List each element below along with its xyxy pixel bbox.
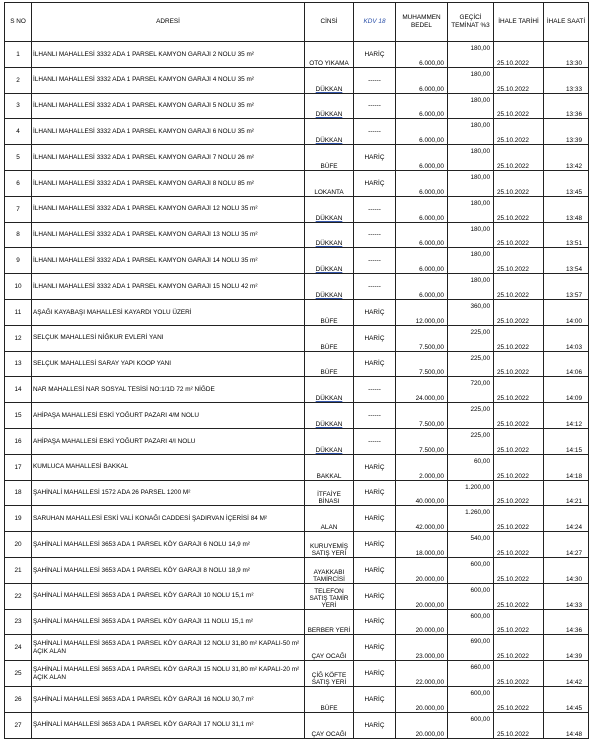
header-bedel: MUHAMMEN BEDEL	[396, 3, 448, 42]
row-address: ŞAHİNALİ MAHALLESİ 3653 ADA 1 PARSEL KÖY GARAJI 12 NOLU 31,80 m² KAPALI-50 m² AÇIK ALAN	[32, 635, 305, 661]
row-number: 20	[5, 532, 32, 558]
row-number: 26	[5, 686, 32, 712]
row-type: DÜKKAN	[305, 196, 354, 222]
table-row	[5, 480, 589, 506]
row-deposit: 180,00	[448, 222, 494, 248]
row-kdv: ------	[354, 67, 396, 93]
row-tender-time: 14:39	[544, 635, 589, 661]
row-kdv: HARİÇ	[354, 609, 396, 635]
row-number: 25	[5, 661, 32, 687]
row-tender-time: 14:12	[544, 403, 589, 429]
row-estimated-price: 22.000,00	[396, 661, 448, 687]
row-estimated-price: 42.000,00	[396, 506, 448, 532]
table-row	[5, 170, 589, 196]
header-kdv: KDV 18	[354, 3, 396, 42]
row-tender-time: 14:42	[544, 661, 589, 687]
row-deposit: 180,00	[448, 93, 494, 119]
row-estimated-price: 7.500,00	[396, 428, 448, 454]
row-kdv: HARİÇ	[354, 170, 396, 196]
row-number: 1	[5, 42, 32, 68]
table-row	[5, 93, 589, 119]
row-estimated-price: 6.000,00	[396, 274, 448, 300]
row-tender-time: 13:57	[544, 274, 589, 300]
row-address: İLHANLI MAHALLESİ 3332 ADA 1 PARSEL KAMYON GARAJI 13 NOLU 35 m²	[32, 222, 305, 248]
row-tender-date: 25.10.2022	[494, 377, 544, 403]
row-tender-time: 14:18	[544, 454, 589, 480]
row-tender-time: 14:30	[544, 557, 589, 583]
row-estimated-price: 20.000,00	[396, 712, 448, 738]
row-deposit: 225,00	[448, 325, 494, 351]
row-tender-date: 25.10.2022	[494, 351, 544, 377]
row-tender-date: 25.10.2022	[494, 325, 544, 351]
row-deposit: 720,00	[448, 377, 494, 403]
row-tender-time: 14:09	[544, 377, 589, 403]
row-tender-date: 25.10.2022	[494, 119, 544, 145]
row-deposit: 1.260,00	[448, 506, 494, 532]
header-sno: S NO	[5, 3, 32, 42]
row-tender-date: 25.10.2022	[494, 299, 544, 325]
row-kdv: HARİÇ	[354, 532, 396, 558]
row-estimated-price: 20.000,00	[396, 609, 448, 635]
row-type: DÜKKAN	[305, 403, 354, 429]
row-estimated-price: 7.500,00	[396, 403, 448, 429]
row-address: İLHANLI MAHALLESİ 3332 ADA 1 PARSEL KAMYON GARAJI 12 NOLU 35 m²	[32, 196, 305, 222]
row-address: SELÇUK MAHALLESİ NİĞKUR EVLERİ YANI	[32, 325, 305, 351]
row-deposit: 225,00	[448, 351, 494, 377]
row-deposit: 660,00	[448, 661, 494, 687]
row-type: BAKKAL	[305, 454, 354, 480]
row-kdv: ------	[354, 196, 396, 222]
row-number: 21	[5, 557, 32, 583]
row-deposit: 600,00	[448, 557, 494, 583]
tender-table	[4, 2, 589, 739]
header-saat: İHALE SAATİ	[544, 3, 589, 42]
row-type: AYAKKABI TAMİRCİSİ	[305, 557, 354, 583]
row-type: DÜKKAN	[305, 248, 354, 274]
row-address: İLHANLI MAHALLESİ 3332 ADA 1 PARSEL KAMYON GARAJI 6 NOLU 35 m²	[32, 119, 305, 145]
row-number: 4	[5, 119, 32, 145]
row-number: 24	[5, 635, 32, 661]
row-tender-date: 25.10.2022	[494, 403, 544, 429]
row-address: İLHANLI MAHALLESİ 3332 ADA 1 PARSEL KAMYON GARAJI 7 NOLU 26 m²	[32, 145, 305, 171]
row-number: 23	[5, 609, 32, 635]
row-kdv: ------	[354, 428, 396, 454]
row-tender-date: 25.10.2022	[494, 222, 544, 248]
row-number: 9	[5, 248, 32, 274]
row-number: 3	[5, 93, 32, 119]
row-number: 22	[5, 583, 32, 609]
table-row	[5, 377, 589, 403]
row-address: AŞAĞI KAYABAŞI MAHALLESİ KAYARDI YOLU ÜZERİ	[32, 299, 305, 325]
row-estimated-price: 12.000,00	[396, 299, 448, 325]
row-tender-time: 14:36	[544, 609, 589, 635]
row-number: 6	[5, 170, 32, 196]
table-row	[5, 506, 589, 532]
row-estimated-price: 7.500,00	[396, 325, 448, 351]
row-tender-time: 14:00	[544, 299, 589, 325]
row-tender-date: 25.10.2022	[494, 712, 544, 738]
row-deposit: 600,00	[448, 712, 494, 738]
row-deposit: 225,00	[448, 428, 494, 454]
row-tender-time: 14:06	[544, 351, 589, 377]
table-row	[5, 609, 589, 635]
table-row	[5, 299, 589, 325]
row-tender-time: 14:48	[544, 712, 589, 738]
row-address: İLHANLI MAHALLESİ 3332 ADA 1 PARSEL KAMYON GARAJI 15 NOLU 42 m²	[32, 274, 305, 300]
row-number: 13	[5, 351, 32, 377]
row-tender-time: 13:39	[544, 119, 589, 145]
table-row	[5, 557, 589, 583]
row-deposit: 60,00	[448, 454, 494, 480]
table-row	[5, 661, 589, 687]
row-estimated-price: 20.000,00	[396, 686, 448, 712]
row-tender-date: 25.10.2022	[494, 248, 544, 274]
row-type: DÜKKAN	[305, 222, 354, 248]
row-type: BÜFE	[305, 325, 354, 351]
row-type: BÜFE	[305, 145, 354, 171]
table-row	[5, 454, 589, 480]
row-estimated-price: 18.000,00	[396, 532, 448, 558]
row-tender-time: 14:45	[544, 686, 589, 712]
row-estimated-price: 24.000,00	[396, 377, 448, 403]
row-tender-date: 25.10.2022	[494, 583, 544, 609]
row-tender-time: 14:24	[544, 506, 589, 532]
row-deposit: 180,00	[448, 274, 494, 300]
table-row	[5, 351, 589, 377]
table-row	[5, 119, 589, 145]
table-row	[5, 686, 589, 712]
row-type: BÜFE	[305, 299, 354, 325]
table-body	[5, 42, 589, 739]
row-estimated-price: 20.000,00	[396, 583, 448, 609]
table-row	[5, 635, 589, 661]
row-deposit: 600,00	[448, 686, 494, 712]
table-row	[5, 325, 589, 351]
table-row	[5, 428, 589, 454]
row-kdv: HARİÇ	[354, 454, 396, 480]
row-estimated-price: 2.000,00	[396, 454, 448, 480]
table-row	[5, 67, 589, 93]
row-tender-time: 14:21	[544, 480, 589, 506]
row-estimated-price: 6.000,00	[396, 222, 448, 248]
row-deposit: 180,00	[448, 145, 494, 171]
row-kdv: HARİÇ	[354, 557, 396, 583]
row-type: BÜFE	[305, 351, 354, 377]
row-tender-date: 25.10.2022	[494, 428, 544, 454]
row-estimated-price: 6.000,00	[396, 170, 448, 196]
table-row	[5, 145, 589, 171]
header-tarih: İHALE TARİHİ	[494, 3, 544, 42]
table-row	[5, 532, 589, 558]
row-type: TELEFON SATIŞ TAMİR YERİ	[305, 583, 354, 609]
row-type: İTFAİYE BİNASI	[305, 480, 354, 506]
row-type: DÜKKAN	[305, 428, 354, 454]
row-deposit: 600,00	[448, 583, 494, 609]
header-cinsi: CİNSİ	[305, 3, 354, 42]
row-number: 12	[5, 325, 32, 351]
row-kdv: HARİÇ	[354, 299, 396, 325]
row-number: 5	[5, 145, 32, 171]
row-address: KUMLUCA MAHALLESİ BAKKAL	[32, 454, 305, 480]
row-tender-time: 14:03	[544, 325, 589, 351]
row-tender-date: 25.10.2022	[494, 454, 544, 480]
row-kdv: HARİÇ	[354, 145, 396, 171]
row-address: ŞAHİNALİ MAHALLESİ 3653 ADA 1 PARSEL KÖY GARAJI 8 NOLU 18,9 m²	[32, 557, 305, 583]
row-kdv: ------	[354, 274, 396, 300]
row-address: İLHANLI MAHALLESİ 3332 ADA 1 PARSEL KAMYON GARAJI 4 NOLU 35 m²	[32, 67, 305, 93]
row-type: BERBER YERİ	[305, 609, 354, 635]
row-kdv: ------	[354, 377, 396, 403]
row-type: ÇAY OCAĞI	[305, 712, 354, 738]
row-number: 27	[5, 712, 32, 738]
row-deposit: 180,00	[448, 196, 494, 222]
row-address: ŞAHİNALİ MAHALLESİ 3653 ADA 1 PARSEL KÖY GARAJI 11 NOLU 15,1 m²	[32, 609, 305, 635]
row-address: ŞAHİNALİ MAHALLESİ 3653 ADA 1 PARSEL KÖY GARAJI 10 NOLU 15,1 m²	[32, 583, 305, 609]
row-kdv: HARİÇ	[354, 480, 396, 506]
row-tender-time: 14:27	[544, 532, 589, 558]
row-estimated-price: 6.000,00	[396, 248, 448, 274]
row-address: İLHANLI MAHALLESİ 3332 ADA 1 PARSEL KAMYON GARAJI 5 NOLU 35 m²	[32, 93, 305, 119]
row-tender-time: 13:33	[544, 67, 589, 93]
table-row	[5, 196, 589, 222]
row-kdv: HARİÇ	[354, 686, 396, 712]
row-tender-time: 13:51	[544, 222, 589, 248]
row-number: 15	[5, 403, 32, 429]
row-tender-date: 25.10.2022	[494, 196, 544, 222]
row-number: 11	[5, 299, 32, 325]
row-tender-date: 25.10.2022	[494, 661, 544, 687]
table-row	[5, 248, 589, 274]
table-row	[5, 274, 589, 300]
row-deposit: 540,00	[448, 532, 494, 558]
row-address: SARUHAN MAHALLESİ ESKİ VALİ KONAĞI CADDESİ ŞADIRVAN İÇERİSİ 84 M²	[32, 506, 305, 532]
row-address: ŞAHİNALİ MAHALLESİ 3653 ADA 1 PARSEL KÖY GARAJI 16 NOLU 30,7 m²	[32, 686, 305, 712]
row-kdv: HARİÇ	[354, 712, 396, 738]
row-address: İLHANLI MAHALLESİ 3332 ADA 1 PARSEL KAMYON GARAJI 8 NOLU 85 m²	[32, 170, 305, 196]
row-estimated-price: 6.000,00	[396, 119, 448, 145]
row-deposit: 180,00	[448, 42, 494, 68]
row-tender-time: 13:48	[544, 196, 589, 222]
header-adres: ADRESİ	[32, 3, 305, 42]
row-tender-date: 25.10.2022	[494, 506, 544, 532]
row-tender-time: 14:15	[544, 428, 589, 454]
row-type: ALAN	[305, 506, 354, 532]
row-address: AHİPAŞA MAHALLESİ ESKİ YOĞURT PAZARI 4/I NOLU	[32, 428, 305, 454]
row-estimated-price: 6.000,00	[396, 145, 448, 171]
row-kdv: ------	[354, 93, 396, 119]
row-deposit: 180,00	[448, 248, 494, 274]
table-row	[5, 42, 589, 68]
row-address: AHİPAŞA MAHALLESİ ESKİ YOĞURT PAZARI 4/M NOLU	[32, 403, 305, 429]
row-tender-time: 13:30	[544, 42, 589, 68]
row-address: ŞAHİNALİ MAHALLESİ 3653 ADA 1 PARSEL KÖY GARAJI 6 NOLU 14,9 m²	[32, 532, 305, 558]
header-teminat: GEÇİCİ TEMİNAT %3	[448, 3, 494, 42]
row-tender-date: 25.10.2022	[494, 609, 544, 635]
row-number: 7	[5, 196, 32, 222]
row-address: ŞAHİNALİ MAHALLESİ 1572 ADA 26 PARSEL 1200 M²	[32, 480, 305, 506]
row-deposit: 180,00	[448, 170, 494, 196]
document-page	[4, 2, 589, 739]
row-tender-date: 25.10.2022	[494, 67, 544, 93]
row-deposit: 180,00	[448, 67, 494, 93]
row-kdv: ------	[354, 248, 396, 274]
row-type: LOKANTA	[305, 170, 354, 196]
row-kdv: HARİÇ	[354, 583, 396, 609]
row-address: İLHANLI MAHALLESİ 3332 ADA 1 PARSEL KAMYON GARAJI 2 NOLU 35 m²	[32, 42, 305, 68]
row-type: KURUYEMİŞ SATIŞ YERİ	[305, 532, 354, 558]
row-type: DÜKKAN	[305, 377, 354, 403]
row-estimated-price: 40.000,00	[396, 480, 448, 506]
row-tender-date: 25.10.2022	[494, 42, 544, 68]
row-tender-date: 25.10.2022	[494, 686, 544, 712]
row-estimated-price: 20.000,00	[396, 557, 448, 583]
row-address: ŞAHİNALİ MAHALLESİ 3653 ADA 1 PARSEL KÖY GARAJI 15 NOLU 31,80 m² KAPALI-20 m² AÇIK ALAN	[32, 661, 305, 687]
row-tender-time: 13:36	[544, 93, 589, 119]
row-type: DÜKKAN	[305, 67, 354, 93]
row-number: 17	[5, 454, 32, 480]
row-tender-time: 13:42	[544, 145, 589, 171]
row-estimated-price: 6.000,00	[396, 67, 448, 93]
row-kdv: HARİÇ	[354, 351, 396, 377]
row-type: OTO YIKAMA	[305, 42, 354, 68]
row-address: NAR MAHALLESİ NAR SOSYAL TESİSİ NO:1/1D 72 m² NİĞDE	[32, 377, 305, 403]
row-kdv: ------	[354, 222, 396, 248]
row-address: İLHANLI MAHALLESİ 3332 ADA 1 PARSEL KAMYON GARAJI 14 NOLU 35 m²	[32, 248, 305, 274]
row-number: 14	[5, 377, 32, 403]
table-row	[5, 712, 589, 738]
row-address: SELÇUK MAHALLESİ SARAY YAPI KOOP YANI	[32, 351, 305, 377]
row-kdv: HARİÇ	[354, 661, 396, 687]
row-tender-date: 25.10.2022	[494, 145, 544, 171]
row-tender-date: 25.10.2022	[494, 480, 544, 506]
row-estimated-price: 6.000,00	[396, 42, 448, 68]
row-tender-date: 25.10.2022	[494, 170, 544, 196]
row-number: 16	[5, 428, 32, 454]
row-kdv: ------	[354, 119, 396, 145]
row-type: BÜFE	[305, 686, 354, 712]
row-deposit: 1.200,00	[448, 480, 494, 506]
row-deposit: 360,00	[448, 299, 494, 325]
row-deposit: 225,00	[448, 403, 494, 429]
row-estimated-price: 23.000,00	[396, 635, 448, 661]
row-tender-date: 25.10.2022	[494, 557, 544, 583]
row-tender-date: 25.10.2022	[494, 635, 544, 661]
row-type: DÜKKAN	[305, 119, 354, 145]
row-tender-time: 14:33	[544, 583, 589, 609]
row-type: ÇAY OCAĞI	[305, 635, 354, 661]
row-kdv: HARİÇ	[354, 635, 396, 661]
row-deposit: 690,00	[448, 635, 494, 661]
row-type: DÜKKAN	[305, 274, 354, 300]
row-deposit: 600,00	[448, 609, 494, 635]
row-tender-date: 25.10.2022	[494, 93, 544, 119]
row-tender-date: 25.10.2022	[494, 532, 544, 558]
row-tender-time: 13:54	[544, 248, 589, 274]
row-tender-time: 13:45	[544, 170, 589, 196]
row-type: ÇİĞ KÖFTE SATIŞ YERİ	[305, 661, 354, 687]
row-tender-date: 25.10.2022	[494, 274, 544, 300]
row-number: 10	[5, 274, 32, 300]
row-kdv: ------	[354, 403, 396, 429]
table-row	[5, 583, 589, 609]
row-number: 19	[5, 506, 32, 532]
row-deposit: 180,00	[448, 119, 494, 145]
row-number: 18	[5, 480, 32, 506]
row-type: DÜKKAN	[305, 93, 354, 119]
table-row	[5, 222, 589, 248]
row-kdv: HARİÇ	[354, 42, 396, 68]
row-kdv: HARİÇ	[354, 325, 396, 351]
table-row	[5, 403, 589, 429]
row-estimated-price: 7.500,00	[396, 351, 448, 377]
row-number: 2	[5, 67, 32, 93]
row-address: ŞAHİNALİ MAHALLESİ 3653 ADA 1 PARSEL KÖY GARAJI 17 NOLU 31,1 m²	[32, 712, 305, 738]
row-kdv: HARİÇ	[354, 506, 396, 532]
row-estimated-price: 6.000,00	[396, 93, 448, 119]
row-number: 8	[5, 222, 32, 248]
table-header-row	[5, 3, 589, 42]
row-estimated-price: 6.000,00	[396, 196, 448, 222]
